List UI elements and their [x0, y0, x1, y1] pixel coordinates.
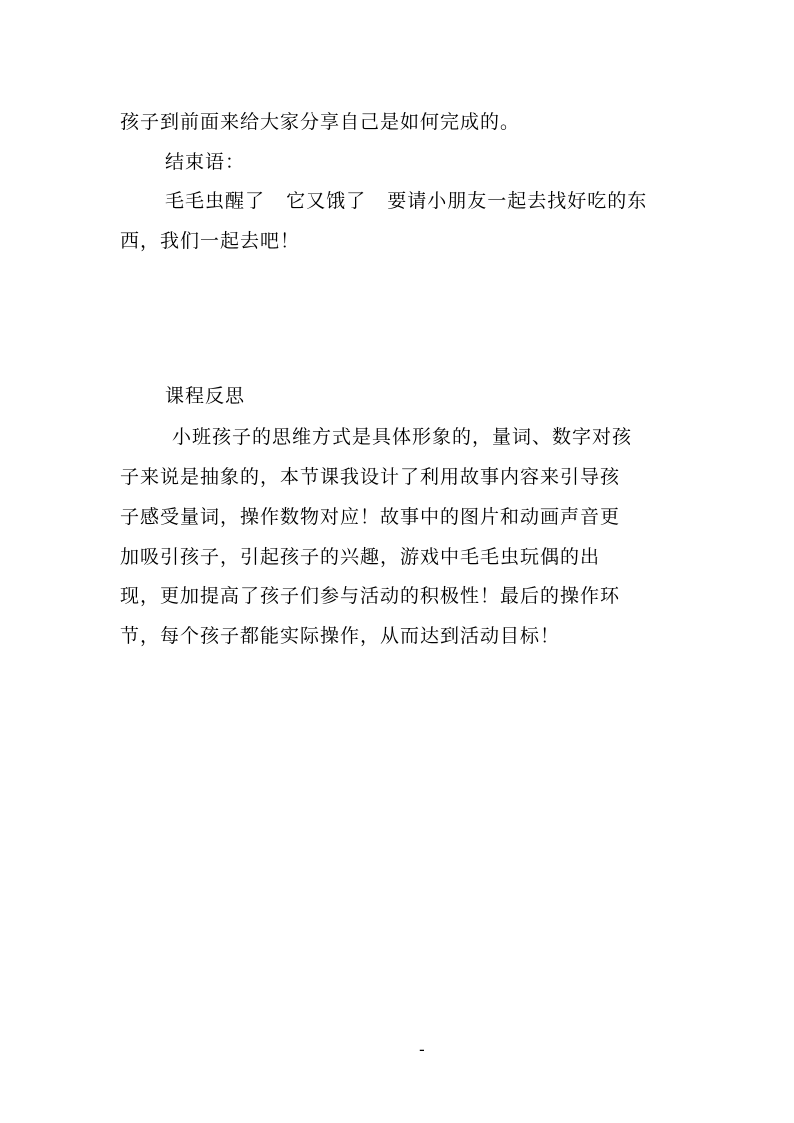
paragraph-line: 毛毛虫醒了 它又饿了 要请小朋友一起去找好吃的东	[165, 190, 648, 212]
paragraph-line: 节，每个孩子都能实际操作，从而达到活动目标！	[120, 625, 561, 647]
paragraph-line: 子感受量词，操作数物对应！故事中的图片和动画声音更	[120, 506, 621, 528]
paragraph-line: 小班孩子的思维方式是具体形象的，量词、数字对孩	[165, 426, 633, 448]
paragraph-line: 子来说是抽象的，本节课我设计了利用故事内容来引导孩	[120, 466, 621, 488]
closing-label: 结束语：	[165, 151, 246, 173]
paragraph-line: 西，我们一起去吧！	[120, 230, 301, 252]
paragraph-line: 加吸引孩子，引起孩子的兴趣，游戏中毛毛虫玩偶的出	[120, 546, 601, 568]
paragraph-line: 现，更加提高了孩子们参与活动的积极性！最后的操作环	[120, 585, 621, 607]
section-heading: 课程反思	[165, 385, 246, 407]
paragraph-line: 孩子到前面来给大家分享自己是如何完成的。	[120, 111, 521, 133]
page-footer-mark: -	[419, 1040, 425, 1059]
